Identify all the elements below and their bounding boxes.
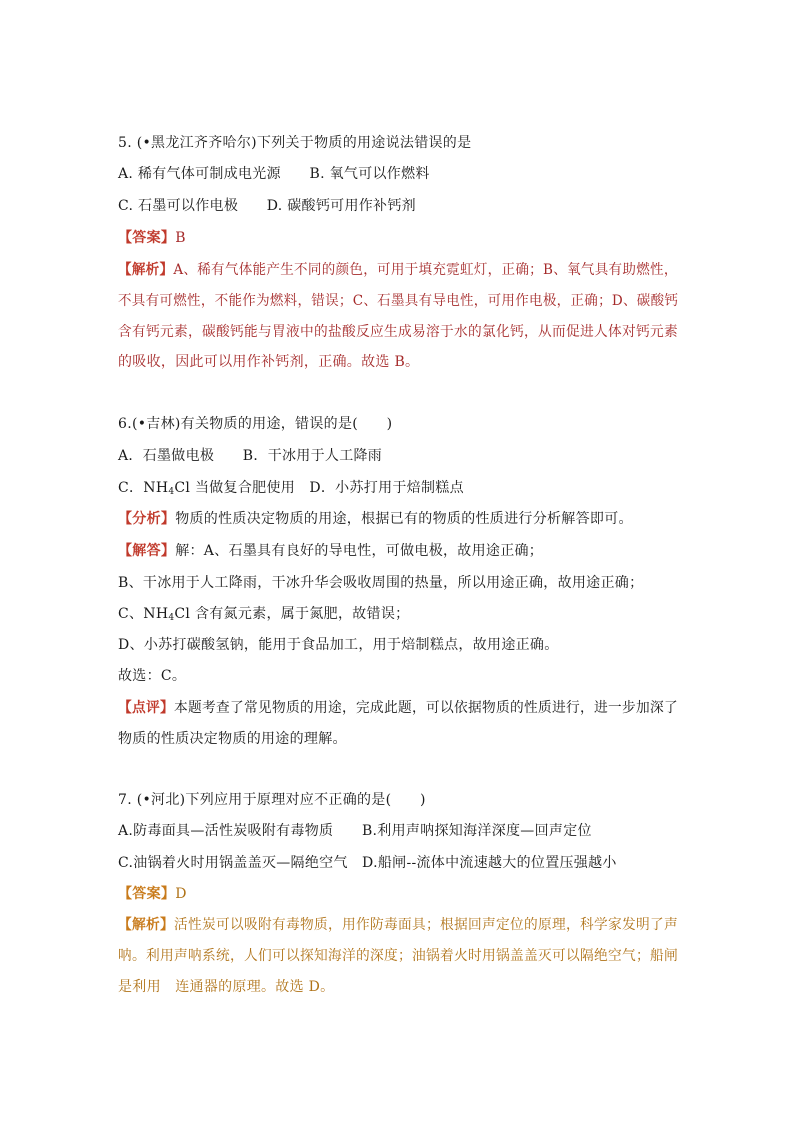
q5-options-1: A. 稀有气体可制成电光源 B. 氧气可以作燃料 [118, 166, 430, 182]
dianping-text: 本题考查了常见物质的用途，完成此题，可以依据物质的性质进行，进一步加深了 [174, 700, 679, 716]
subscript: 4 [168, 487, 175, 497]
q5-analysis-4: 的吸收，因此可以用作补钙剂，正确。故选 B。 [118, 354, 420, 370]
jieda-tag: 【解答】 [118, 543, 176, 559]
q7-options-1: A.防毒面具—活性炭吸附有毒物质 B.利用声呐探知海洋深度—回声定位 [118, 823, 592, 839]
q6-line-d: D、小苏打碳酸氢钠，能用于食品加工，用于焙制糕点，故用途正确。 [118, 637, 559, 653]
jieda-text: 解：A、石墨具有良好的导电性，可做电极，故用途正确； [175, 543, 544, 559]
q5-stem: 5. (•黑龙江齐齐哈尔)下列关于物质的用途说法错误的是 [118, 135, 472, 151]
line-text: Cl 含有氮元素，属于氮肥，故错误； [174, 606, 410, 622]
q7-analysis-1 [118, 916, 678, 934]
q7-options-2: C.油锅着火时用锅盖盖灭—隔绝空气 D.船闸--流体中流速越大的位置压强越小 [118, 855, 617, 871]
q6-dianping [118, 699, 678, 717]
analysis-text: 活性炭可以吸附有毒物质，用作防毒面具；根据回声定位的原理，科学家发明了声 [174, 917, 679, 933]
q5-answer [118, 229, 186, 247]
fenxi-text: 物质的性质决定物质的用途，根据已有的物质的性质进行分析解答即可。 [175, 511, 633, 527]
option-text: C．NH [118, 480, 169, 496]
subscript: 4 [168, 613, 175, 623]
analysis-tag: 【解析】 [118, 917, 175, 933]
option-text: Cl 当做复合肥使用 D．小苏打用于焙制糕点 [174, 480, 464, 496]
q7-analysis-3: 是利用 连通器的原理。故选 D。 [118, 979, 335, 995]
q6-stem: 6.(•吉林)有关物质的用途，错误的是( ) [118, 416, 393, 432]
line-text: C、NH [118, 606, 169, 622]
q6-fenxi [118, 510, 633, 528]
q7-answer [118, 885, 187, 903]
answer-tag: 【答案】 [118, 230, 176, 246]
q6-line-c [118, 605, 409, 627]
q6-options-1: A．石墨做电极 B．干冰用于人工降雨 [118, 448, 383, 464]
answer-value: D [175, 886, 187, 902]
q6-line-b: B、干冰用于人工降雨，干冰升华会吸收周围的热量，所以用途正确，故用途正确； [118, 575, 644, 591]
q7-analysis-2: 呐。利用声呐系统，人们可以探知海洋的深度；油锅着火时用锅盖盖灭可以隔绝空气；船闸 [118, 948, 678, 964]
q6-choice: 故选：C。 [118, 668, 187, 684]
fenxi-tag: 【分析】 [118, 511, 176, 527]
answer-value: B [175, 230, 186, 246]
q5-analysis-3: 含有钙元素，碳酸钙能与胃液中的盐酸反应生成易溶于水的氯化钙，从而促进人体对钙元素 [118, 324, 678, 340]
q7-stem: 7. (•河北)下列应用于原理对应不正确的是( ) [118, 792, 426, 808]
q6-jieda [118, 542, 543, 560]
q5-analysis-1 [118, 261, 678, 279]
q6-options-2 [118, 479, 464, 501]
analysis-tag: 【解析】 [118, 262, 174, 278]
analysis-text: A、稀有气体能产生不同的颜色，可用于填充霓虹灯，正确；B、氧气具有助燃性， [173, 262, 678, 278]
dianping-tag: 【点评】 [118, 700, 175, 716]
q5-options-2: C. 石墨可以作电极 D. 碳酸钙可用作补钙剂 [118, 198, 416, 214]
q5-analysis-2: 不具有可燃性，不能作为燃料，错误；C、石墨具有导电性，可用作电极，正确；D、碳酸钙 [118, 293, 679, 309]
answer-tag: 【答案】 [118, 886, 176, 902]
q6-dianping-2: 物质的性质决定物质的用途的理解。 [118, 731, 347, 747]
